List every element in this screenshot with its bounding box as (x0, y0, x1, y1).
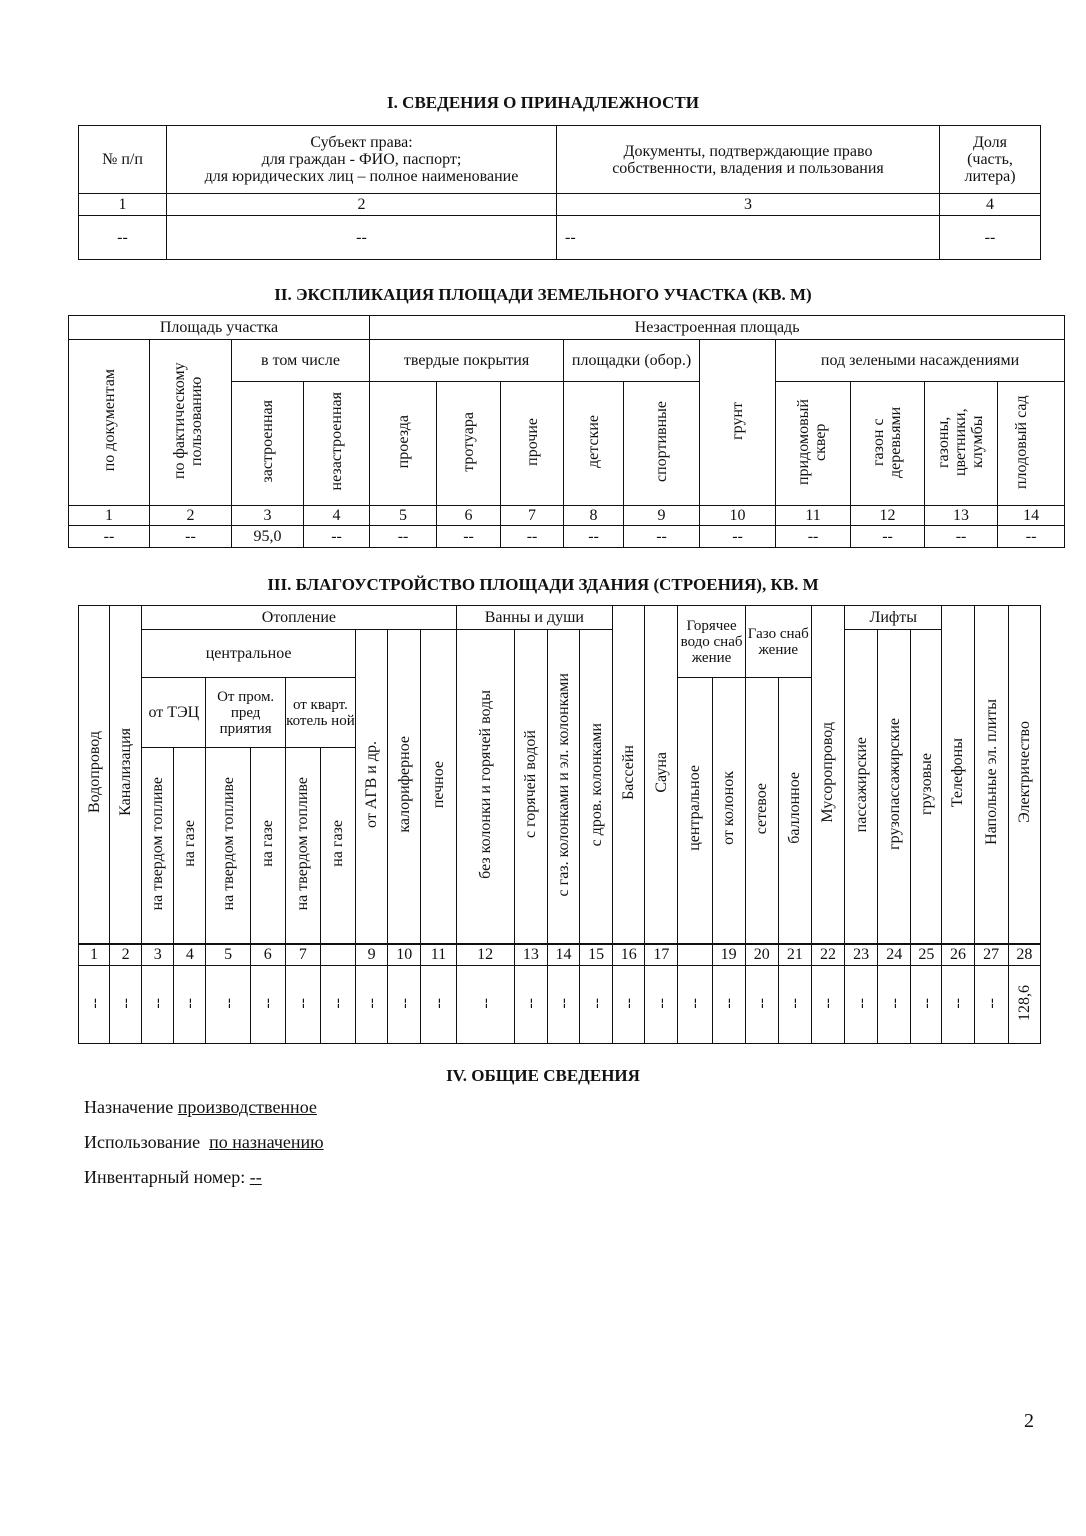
num-cell: 2 (150, 506, 232, 526)
num-cell: 8 (564, 506, 624, 526)
hdr-built: застроенная (232, 382, 304, 506)
hdr-lawns-flowers: газоны, цветники, клумбы (925, 382, 998, 506)
hdr-central: центральное (142, 630, 356, 678)
usage-label: Использование (84, 1132, 201, 1152)
hdr-bath-no-col: без колонки и горячей воды (456, 630, 514, 944)
section1-title: I. СВЕДЕНИЯ О ПРИНАДЛЕЖНОСТИ (387, 93, 699, 112)
hdr-from-boiler: от кварт. котель ной (285, 678, 355, 748)
num-cell: 11 (776, 506, 851, 526)
value-cell: -- (776, 526, 851, 548)
value-cell: -- (110, 966, 142, 1044)
value-cell: -- (142, 966, 174, 1044)
num-cell: 7 (501, 506, 564, 526)
num-cell: 23 (845, 944, 878, 966)
hdr-including: в том числе (232, 340, 370, 382)
section4-title: IV. ОБЩИЕ СВЕДЕНИЯ (446, 1066, 640, 1085)
hdr-green: под зелеными насаждениями (776, 340, 1065, 382)
inventory-label: Инвентарный номер: (84, 1167, 246, 1187)
value-cell: -- (304, 526, 370, 548)
value-cell: -- (580, 966, 613, 1044)
hdr-sidewalks: тротуара (437, 382, 501, 506)
hdr-lift-pass: пассажирские (845, 630, 878, 944)
hdr-pool: Бассейн (613, 606, 645, 944)
num-cell: 24 (878, 944, 911, 966)
num-cell: 26 (942, 944, 974, 966)
value-cell: -- (150, 526, 232, 548)
hdr-electricity: Электричество (1008, 606, 1040, 944)
value-cell: -- (285, 966, 320, 1044)
hdr-bath-gas-el: с газ. колонками и эл. колонками (547, 630, 579, 944)
value-cell: -- (174, 966, 206, 1044)
col-header-share: Доля (часть, литера) (940, 126, 1041, 194)
num-cell: 3 (232, 506, 304, 526)
hdr-by-actual: по фактическому пользованию (150, 340, 232, 506)
value-cell: -- (613, 966, 645, 1044)
num-cell: 1 (79, 944, 110, 966)
value-cell: -- (456, 966, 514, 1044)
value-cell: -- (69, 526, 150, 548)
value-cell: -- (514, 966, 547, 1044)
hdr-other: прочие (501, 382, 564, 506)
hdr-floor-plates: Напольные эл. плиты (974, 606, 1008, 944)
value-cell: -- (998, 526, 1065, 548)
value-cell: 95,0 (232, 526, 304, 548)
hdr-hw-col: от колонок (712, 678, 745, 944)
hdr-hw-central: центральное (678, 678, 712, 944)
usage-value: по назначению (209, 1132, 324, 1152)
hdr-hot-water: Горячее водо снаб жение (678, 606, 745, 678)
num-cell: 17 (645, 944, 678, 966)
value-cell: -- (370, 526, 437, 548)
hdr-ent-gas: на газе (250, 748, 285, 944)
value-cell: -- (811, 966, 844, 1044)
value-cell: -- (940, 216, 1041, 260)
num-cell: 7 (285, 944, 320, 966)
num-cell: 15 (580, 944, 613, 966)
value-cell: -- (437, 526, 501, 548)
hdr-children: детские (564, 382, 624, 506)
value-cell: -- (878, 966, 911, 1044)
building-amenities-table (78, 605, 1041, 1044)
purpose-value: производственное (177, 1097, 317, 1117)
value-cell: -- (564, 526, 624, 548)
col-header-num: № п/п (79, 126, 167, 194)
group-unbuilt-area: Незастроенная площадь (370, 316, 1065, 340)
value-cell: -- (547, 966, 579, 1044)
hdr-bath-hot: с горячей водой (514, 630, 547, 944)
hdr-calorifer: калориферное (388, 630, 421, 944)
section2-title: II. ЭКСПЛИКАЦИЯ ПЛОЩАДИ ЗЕМЕЛЬНОГО УЧАСТКА (КВ. М) (274, 285, 812, 304)
hdr-lawn-trees: газон с деревьями (851, 382, 925, 506)
num-cell: 10 (700, 506, 776, 526)
usage-line (84, 1132, 324, 1153)
value-cell: -- (79, 966, 110, 1044)
hdr-from-tec: от ТЭЦ (142, 678, 206, 748)
num-cell: 1 (79, 194, 167, 216)
value-cell: 128,6 (1008, 966, 1040, 1044)
hdr-water: Водопровод (79, 606, 110, 944)
hdr-lift-cargo: грузовые (911, 630, 942, 944)
value-cell: -- (942, 966, 974, 1044)
num-cell: 4 (940, 194, 1041, 216)
num-cell (678, 944, 712, 966)
num-cell: 9 (356, 944, 388, 966)
hdr-from-agv: от АГВ и др. (356, 630, 388, 944)
hdr-tec-solid: на твердом топливе (142, 748, 174, 944)
hdr-ent-solid: на твердом топливе (206, 748, 250, 944)
num-cell: 3 (142, 944, 174, 966)
num-cell: 20 (745, 944, 778, 966)
value-cell: -- (845, 966, 878, 1044)
hdr-lifts: Лифты (845, 606, 942, 630)
value-cell: -- (925, 526, 998, 548)
hdr-sauna: Сауна (645, 606, 678, 944)
hdr-stove: печное (421, 630, 456, 944)
hdr-orchard: плодовый сад (998, 382, 1065, 506)
value-cell: -- (421, 966, 456, 1044)
num-cell: 11 (421, 944, 456, 966)
hdr-boiler-solid: на твердом топливе (285, 748, 320, 944)
land-plot-table (68, 315, 1065, 548)
value-cell: -- (678, 966, 712, 1044)
value-cell: -- (700, 526, 776, 548)
hdr-tec-gas: на газе (174, 748, 206, 944)
hdr-sewer: Канализация (110, 606, 142, 944)
num-cell: 16 (613, 944, 645, 966)
value-cell: -- (320, 966, 355, 1044)
purpose-label: Назначение (84, 1097, 174, 1117)
value-cell: -- (624, 526, 700, 548)
value-cell: -- (167, 216, 557, 260)
value-cell: -- (250, 966, 285, 1044)
num-cell: 12 (851, 506, 925, 526)
num-cell: 13 (514, 944, 547, 966)
hdr-phones: Телефоны (942, 606, 974, 944)
num-cell: 25 (911, 944, 942, 966)
inventory-line (84, 1167, 262, 1188)
hdr-driveways: проезда (370, 382, 437, 506)
hdr-hard-surfaces: твердые покрытия (370, 340, 564, 382)
value-cell: -- (778, 966, 811, 1044)
num-cell: 12 (456, 944, 514, 966)
section3-title: III. БЛАГОУСТРОЙСТВО ПЛОЩАДИ ЗДАНИЯ (СТРОЕНИЯ), КВ. М (267, 575, 819, 594)
num-cell: 1 (69, 506, 150, 526)
ownership-table (78, 125, 1041, 260)
hdr-playgrounds: площадки (обор.) (564, 340, 700, 382)
value-cell: -- (745, 966, 778, 1044)
value-cell: -- (557, 216, 940, 260)
num-cell: 6 (437, 506, 501, 526)
hdr-by-documents: по документам (69, 340, 150, 506)
num-cell: 2 (110, 944, 142, 966)
value-cell: -- (501, 526, 564, 548)
num-cell: 5 (370, 506, 437, 526)
num-cell: 4 (304, 506, 370, 526)
hdr-sports: спортивные (624, 382, 700, 506)
col-header-subject: Субъект права: для граждан - ФИО, паспорт; для юридических лиц – полное наименование (167, 126, 557, 194)
page-number: 2 (1024, 1410, 1034, 1432)
value-cell: -- (645, 966, 678, 1044)
purpose-line (84, 1097, 317, 1118)
hdr-gas-net: сетевое (745, 678, 778, 944)
hdr-gas-supply: Газо снаб жение (745, 606, 811, 678)
num-cell: 2 (167, 194, 557, 216)
hdr-bath-wood: с дров. колонками (580, 630, 613, 944)
num-cell: 21 (778, 944, 811, 966)
hdr-heating: Отопление (142, 606, 456, 630)
num-cell: 3 (557, 194, 940, 216)
inventory-value: -- (249, 1167, 262, 1187)
hdr-baths: Ванны и души (456, 606, 613, 630)
hdr-chute: Мусоропровод (811, 606, 844, 944)
num-cell: 14 (998, 506, 1065, 526)
value-cell: -- (79, 216, 167, 260)
hdr-gas-bal: баллонное (778, 678, 811, 944)
hdr-boiler-gas: на газе (320, 748, 355, 944)
num-cell: 13 (925, 506, 998, 526)
value-cell: -- (388, 966, 421, 1044)
num-cell: 5 (206, 944, 250, 966)
value-cell: -- (356, 966, 388, 1044)
hdr-ground: грунт (700, 340, 776, 506)
num-cell: 6 (250, 944, 285, 966)
value-cell: -- (712, 966, 745, 1044)
num-cell (320, 944, 355, 966)
value-cell: -- (206, 966, 250, 1044)
num-cell: 19 (712, 944, 745, 966)
hdr-from-ent: От пром. пред приятия (206, 678, 285, 748)
num-cell: 10 (388, 944, 421, 966)
col-header-docs: Документы, подтверждающие право собственности, владения и пользования (557, 126, 940, 194)
num-cell: 4 (174, 944, 206, 966)
num-cell: 9 (624, 506, 700, 526)
value-cell: -- (851, 526, 925, 548)
value-cell: -- (974, 966, 1008, 1044)
num-cell: 22 (811, 944, 844, 966)
num-cell: 28 (1008, 944, 1040, 966)
hdr-lift-cargo-pass: грузопассажирские (878, 630, 911, 944)
hdr-yard-square: придомовый сквер (776, 382, 851, 506)
group-plot-area: Площадь участка (69, 316, 370, 340)
num-cell: 14 (547, 944, 579, 966)
num-cell: 27 (974, 944, 1008, 966)
hdr-unbuilt: незастроенная (304, 382, 370, 506)
value-cell: -- (911, 966, 942, 1044)
